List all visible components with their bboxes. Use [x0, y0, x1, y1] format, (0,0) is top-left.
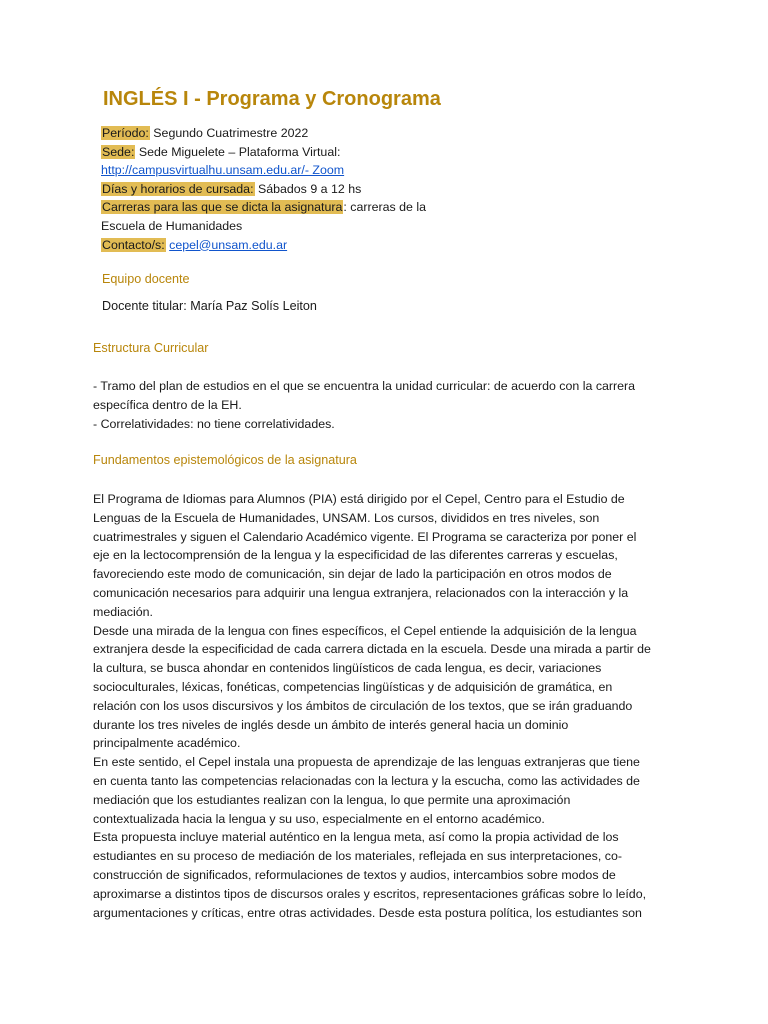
carreras-value: : carreras de la: [343, 200, 427, 215]
fundamentos-line: Lenguas de la Escuela de Humanidades, UNSAM. Los cursos, divididos en tres niveles, son: [93, 510, 600, 525]
dias-label: Días y horarios de cursada:: [102, 181, 254, 196]
periodo-value: Segundo Cuatrimestre 2022: [149, 126, 309, 140]
fundamentos-paragraph: [93, 490, 677, 922]
campus-url-row: [101, 161, 481, 180]
estructura-line: - Correlatividades: no tiene correlatividades.: [93, 416, 335, 431]
fundamentos-line: socioculturales, léxicas, fonéticas, competencias lingüísticas y de adquisición de gramática, en: [93, 679, 613, 694]
contacto-row: [101, 236, 481, 255]
estructura-paragraph: [93, 377, 677, 433]
fundamentos-line: El Programa de Idiomas para Alumnos (PIA) está dirigido por el Cepel, Centro para el Estudio de: [93, 492, 625, 506]
fundamentos-line: mediación.: [93, 604, 153, 619]
estructura-heading: Estructura Curricular: [93, 341, 209, 355]
estructura-line: específica dentro de la EH.: [93, 397, 242, 412]
fundamentos-line: comunicación necesarios para adquirir una lengua extranjera, relacionados con la interacción y la: [93, 585, 629, 600]
fundamentos-line: construcción de significados, reformulaciones de textos y audios, intercambios sobre modos de: [93, 867, 616, 882]
docente-titular: Docente titular: María Paz Solís Leiton: [102, 299, 317, 313]
fundamentos-line: la cultura, se busca ahondar en contenidos lingüísticos de cada lengua, es decir, variaciones: [93, 661, 602, 676]
fundamentos-line: cuatrimestrales y siguen el Calendario Académico vigente. El Programa se caracteriza por poner el: [93, 529, 637, 544]
fundamentos-line: mediación que los estudiantes realizan con la lengua, lo que permite una aproximación: [93, 792, 571, 807]
fundamentos-line: eje en la lectocomprensión de la lengua y la especificidad de las diferentes carreras y escuelas,: [93, 548, 618, 563]
sede-label: Sede:: [102, 144, 135, 159]
fundamentos-line: contextualizada hacia la lengua y su uso, especialmente en el entorno académico.: [93, 811, 545, 826]
sede-row: [101, 143, 481, 162]
dias-value: Sábados 9 a 12 hs: [254, 181, 362, 196]
fundamentos-line: en cuenta tanto las competencias relacionadas con la lectura y la escucha, como las actividades de: [93, 773, 640, 788]
page-title: INGLÉS I - Programa y Cronograma: [103, 88, 441, 110]
campus-url-link[interactable]: http://campusvirtualhu.unsam.edu.ar/- Zoom: [101, 163, 345, 178]
fundamentos-line: estudiantes en su proceso de mediación de los materiales, reflejada en sus interpretaciones, co-: [93, 849, 622, 864]
carreras-value-2: Escuela de Humanidades: [101, 218, 243, 233]
dias-row: [101, 180, 481, 199]
periodo-row: [101, 124, 481, 143]
periodo-label: Período:: [102, 126, 149, 140]
carreras-row: [101, 198, 481, 217]
fundamentos-line: argumentaciones y críticas, entre otras actividades. Desde esta postura política, los estudiantes son: [93, 905, 642, 920]
fundamentos-line: extranjera desde la especificidad de cada carrera dictada en la escuela. Desde una mirada a partir de: [93, 642, 651, 657]
sede-value: Sede Miguelete – Plataforma Virtual:: [135, 144, 341, 159]
fundamentos-line: Esta propuesta incluye material auténtico en la lengua meta, así como la propia actividad de los: [93, 830, 619, 845]
fundamentos-heading: Fundamentos epistemológicos de la asignatura: [93, 453, 357, 467]
equipo-heading: Equipo docente: [102, 272, 190, 286]
fundamentos-line: principalmente académico.: [93, 736, 241, 751]
contacto-label: Contacto/s:: [102, 237, 165, 252]
fundamentos-line: aproximarse a distintos tipos de discursos orales y escritos, representaciones gráficas sobre lo leído,: [93, 886, 647, 901]
contact-email-link[interactable]: cepel@unsam.edu.ar: [169, 237, 288, 252]
carreras-label: Carreras para las que se dicta la asignatura: [102, 200, 343, 215]
fundamentos-line: durante los tres niveles de inglés desde un ámbito de interés general hacia un dominio: [93, 717, 569, 732]
fundamentos-line: En este sentido, el Cepel instala una propuesta de aprendizaje de las lenguas extranjeras que tiene: [93, 755, 640, 770]
fundamentos-line: favoreciendo este modo de comunicación, sin dejar de lado la participación en otros modos de: [93, 567, 612, 582]
fundamentos-line: Desde una mirada de la lengua con fines específicos, el Cepel entiende la adquisición de la lengua: [93, 623, 637, 638]
course-info: [101, 124, 481, 254]
carreras-row-2: [101, 217, 481, 236]
estructura-line: - Tramo del plan de estudios en el que se encuentra la unidad curricular: de acuerdo con la carrera: [93, 379, 636, 393]
fundamentos-line: relación con los usos discursivos y los ámbitos de circulación de los textos, que se irán graduando: [93, 698, 633, 713]
